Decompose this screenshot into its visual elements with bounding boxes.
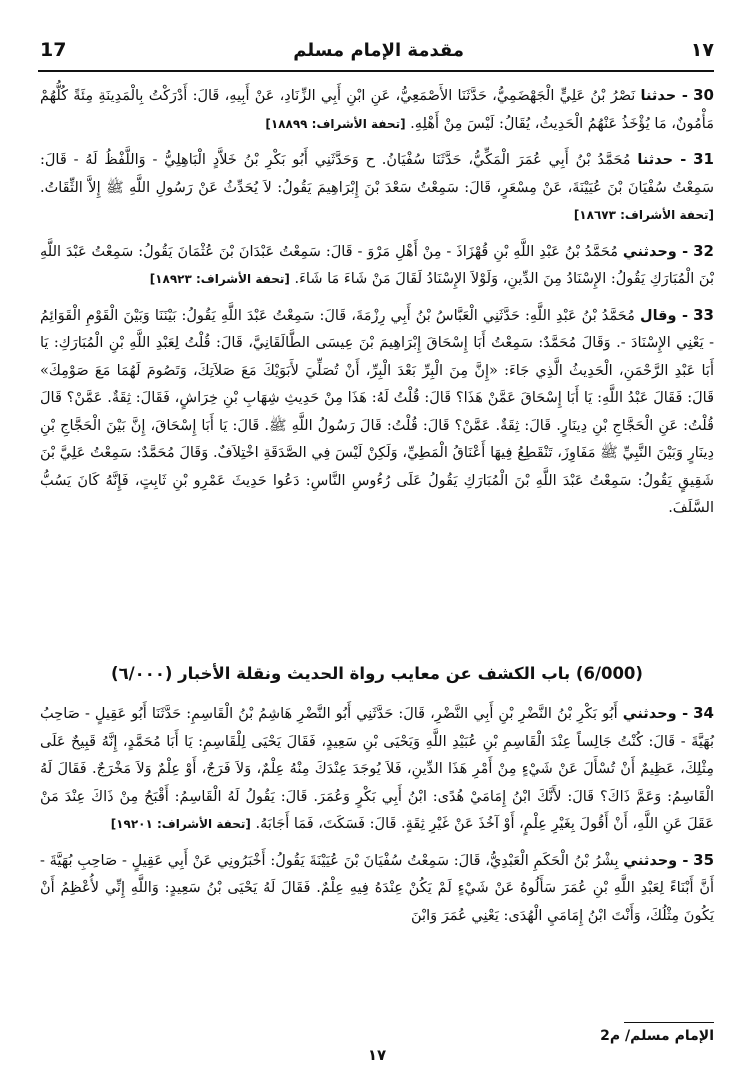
- hadith-text: أَبُو بَكْرِ بْنُ النَّضْرِ بْنِ أَبِي النَّضْرِ، قَالَ: حَدَّثَنِي أَبُو النَّضْرِ هَاشِمُ بْنُ الْقَاسِمِ: حَدَّثَنَا أَبُو عَقِيلٍ - صَاحِبُ بُهَيَّةَ - قَالَ: كُنْتُ جَالِساً عِنْدَ الْقَاسِمِ بْنِ عُبَيْدِ اللَّهِ وَيَحْيَى بْنِ سَعِيدٍ، فَقَالَ يَحْيَى لِلْقَاسِمِ: يَا أَبَا مُحَمَّدٍ، إِنَّهُ قَبِيحٌ عَلَى مِثْلِكَ، عَظِيمٌ أَنْ تُسْأَلَ عَنْ شَيْءٍ مِنْ أَمْرِ هَذَا الدِّينِ، فَلاَ يُوجَدَ عِنْدَكَ مِنْهُ عِلْمٌ، وَلاَ فَرَجٌ، أَوْ عِلْمٌ وَلاَ مَخْرَجٌ. فَقَالَ لَهُ الْقَاسِمُ: وَعَمَّ ذَاكَ؟ قَالَ: لأَنَّكَ ابْنُ إِمَامَيْ هُدًى: ابْنُ أَبِي بَكْرٍ وَعُمَرَ. قَالَ: يَقُولُ لَهُ الْقَاسِمُ: أَقْبَحُ مِنْ ذَاكَ عِنْدَ مَنْ عَقَلَ عَنِ اللَّهِ، أَنْ أَقُولَ بِغَيْرِ عِلْمٍ، أَوْ آخُذَ عَنْ غَيْرِ ثِقَةٍ. قَالَ: فَسَكَتَ، فَمَا أَجَابَهُ.: [40, 706, 714, 832]
- hadith-lead: وحدثني: [622, 243, 677, 260]
- hadith-lead: وحدثني: [623, 852, 678, 869]
- footer-rule: [624, 1022, 714, 1023]
- hadith-text: مُحَمَّدُ بْنُ عَبْدِ اللَّهِ بْنِ قُهْزَاذَ - مِنْ أَهْلِ مَرْوَ - قَالَ: سَمِعْتُ عَبْدَانَ بْنَ عُثْمَانَ يَقُولُ: سَمِعْتُ عَبْدَ اللَّهِ بْنَ الْمُبَارَكِ يَقُولُ: الإِسْنَادُ مِنَ الدِّينِ، وَلَوْلاَ الإِسْنَادُ لَقَالَ مَنْ شَاءَ مَا شَاءَ.: [40, 243, 714, 287]
- page-number-latin: 17: [40, 39, 67, 61]
- signature-mark: الإمام مسلم/ م2: [600, 1028, 714, 1044]
- tuhfat-reference: [تحفة الأشراف: ١٨٩٢٣]: [149, 272, 290, 286]
- page-number-arabic: ١٧: [690, 39, 714, 61]
- hadith-number: 30: [693, 86, 714, 104]
- hadith-number: 33: [693, 305, 714, 324]
- hadith-32: 32 - وحدثني مُحَمَّدُ بْنُ عَبْدِ اللَّهِ بْنِ قُهْزَاذَ - مِنْ أَهْلِ مَرْوَ - قَالَ: سَمِعْتُ عَبْدَانَ بْنَ عُثْمَانَ يَقُولُ: سَمِعْتُ عَبْدَ اللَّهِ بْنَ الْمُبَارَكِ يَقُولُ: الإِسْنَادُ مِنَ الدِّينِ، وَلَوْلاَ الإِسْنَادُ لَقَالَ مَنْ شَاءَ مَا شَاءَ. [تحفة الأشراف: ١٨٩٢٣]: [40, 241, 714, 287]
- running-title: مقدمة الإمام مسلم: [293, 39, 464, 61]
- tuhfat-reference: [تحفة الأشراف: ١٩٢٠١]: [110, 817, 251, 831]
- hadith-lead: حدثنا: [637, 152, 674, 168]
- hadith-text: مُحَمَّدُ بْنُ أَبِي عُمَرَ الْمَكِّيُّ، حَدَّثَنَا سُفْيَانُ. ح وَحَدَّثَنِي أَبُو بَكْرِ بْنُ خَلاَّدٍ الْبَاهِلِيُّ - وَاللَّفْظُ لَهُ - قَالَ: سَمِعْتُ سُفْيَانَ بْنَ عُيَيْنَةَ، عَنْ مِسْعَرٍ، قَالَ: سَمِعْتُ سَعْدَ بْنَ إِبْرَاهِيمَ يَقُولُ: لاَ يُحَدِّثُ عَنْ رَسُولِ اللَّهِ ﷺ إِلاَّ الثِّقَاتُ.: [40, 152, 714, 196]
- chapter-heading: (6/000) باب الكشف عن معايب رواة الحديث ونقلة الأخبار (٦/٠٠٠): [111, 664, 643, 683]
- hadith-section-top: [40, 82, 714, 523]
- hadith-lead: وحدثني: [622, 706, 677, 722]
- hadith-34: 34 - وحدثني أَبُو بَكْرِ بْنُ النَّضْرِ بْنِ أَبِي النَّضْرِ، قَالَ: حَدَّثَنِي أَبُو النَّضْرِ هَاشِمُ بْنُ الْقَاسِمِ: حَدَّثَنَا أَبُو عَقِيلٍ - صَاحِبُ بُهَيَّةَ - قَالَ: كُنْتُ جَالِساً عِنْدَ الْقَاسِمِ بْنِ عُبَيْدِ اللَّهِ وَيَحْيَى بْنِ سَعِيدٍ، فَقَالَ يَحْيَى لِلْقَاسِمِ: يَا أَبَا مُحَمَّدٍ، إِنَّهُ قَبِيحٌ عَلَى مِثْلِكَ، عَظِيمٌ أَنْ تُسْأَلَ عَنْ شَيْءٍ مِنْ أَمْرِ هَذَا الدِّينِ، فَلاَ يُوجَدَ عِنْدَكَ مِنْهُ عِلْمٌ، وَلاَ فَرَجٌ، أَوْ عِلْمٌ وَلاَ مَخْرَجٌ. فَقَالَ لَهُ الْقَاسِمُ: وَعَمَّ ذَاكَ؟ قَالَ: لأَنَّكَ ابْنُ إِمَامَيْ هُدًى: ابْنُ أَبِي بَكْرٍ وَعُمَرَ. قَالَ: يَقُولُ لَهُ الْقَاسِمُ: أَقْبَحُ مِنْ ذَاكَ عِنْدَ مَنْ عَقَلَ عَنِ اللَّهِ، أَنْ أَقُولَ بِغَيْرِ عِلْمٍ، أَوْ آخُذَ عَنْ غَيْرِ ثِقَةٍ. قَالَ: فَسَكَتَ، فَمَا أَجَابَهُ. [تحفة الأشراف: ١٩٢٠١]: [40, 704, 714, 832]
- header-rule: [38, 70, 714, 72]
- tuhfat-reference: [تحفة الأشراف: ١٨٨٩٩]: [265, 116, 406, 131]
- hadith-number: 34: [693, 704, 714, 722]
- page-header: [40, 30, 714, 70]
- hadith-lead: حدثنا: [640, 88, 677, 104]
- hadith-text: نَصْرُ بْنُ عَلِيٍّ الْجَهْضَمِيُّ، حَدَّثَنَا الأَصْمَعِيُّ، عَنِ ابْنِ أَبِي الزِّنَادِ، عَنْ أَبِيهِ، قَالَ: أَدْرَكْتُ بِالْمَدِينَةِ مِئَةً كُلُّهُمْ مَأْمُونٌ، مَا يُؤْخَذُ عَنْهُمُ الْحَدِيثُ، يُقَالُ: لَيْسَ مِنْ أَهْلِهِ.: [40, 88, 714, 132]
- hadith-35: 35 - وحدثني بِشْرُ بْنُ الْحَكَمِ الْعَبْدِيُّ، قَالَ: سَمِعْتُ سُفْيَانَ بْنَ عُيَيْنَةَ يَقُولُ: أَخْبَرُونِي عَنْ أَبِي عَقِيلٍ - صَاحِبِ بُهَيَّةَ - أَنَّ أَبْنَاءً لِعَبْدِ اللَّهِ بْنِ عُمَرَ سَأَلُوهُ عَنْ شَيْءٍ لَمْ يَكُنْ عِنْدَهُ فِيهِ عِلْمٌ. فَقَالَ لَهُ يَحْيَى بْنُ سَعِيدٍ: وَاللَّهِ إِنِّي لأُعْظِمُ أَنْ يَكُونَ مِثْلُكَ، وَأَنْتَ ابْنُ إِمَامَيِ الْهُدَى: يَعْنِي عُمَرَ وَابْنَ: [40, 850, 715, 924]
- hadith-number: 35: [693, 850, 715, 869]
- hadith-text: مُحَمَّدُ بْنُ عَبْدِ اللَّهِ: حَدَّثَنِي الْعَبَّاسُ بْنُ أَبِي رِزْمَةَ، قَالَ: سَمِعْتُ عَبْدَ اللَّهِ يَقُولُ: بَيْنَنَا وَبَيْنَ الْقَوْمِ الْقَوَائِمُ - يَعْنِي الإِسْنَادَ -. وَقَالَ مُحَمَّدٌ: سَمِعْتُ أَبَا إِسْحَاقَ إِبْرَاهِيمَ بْنَ عِيسَى الطَّالَقَانِيَّ، قَالَ: قُلْتُ لِعَبْدِ اللَّهِ بْنِ الْمُبَارَكِ: يَا أَبَا عَبْدِ الرَّحْمَنِ، الْحَدِيثُ الَّذِي جَاءَ: «إِنَّ مِنَ الْبِرِّ بَعْدَ الْبِرِّ، أَنْ تُصَلِّيَ لأَبَوَيْكَ مَعَ صَلاَتِكَ، وَتَصُومَ لَهُمَا مَعَ صَوْمِكَ» قَالَ: فَقَالَ عَبْدُ اللَّهِ: يَا أَبَا إِسْحَاقَ عَمَّنْ هَذَا؟ قَالَ: قُلْتُ لَهُ: هَذَا مِنْ حَدِيثِ شِهَابِ بْنِ خِرَاشٍ، فَقَالَ: ثِقَةٌ. عَمَّنْ؟ قَالَ قُلْتُ: عَنِ الْحَجَّاجِ بْنِ دِينَارٍ. قَالَ: ثِقَةٌ. عَمَّنْ؟ قَالَ: قُلْتُ: قَالَ رَسُولُ اللَّهِ ﷺ. قَالَ: يَا أَبَا إِسْحَاقَ، إِنَّ بَيْنَ الْحَجَّاجِ بْنِ دِينَارٍ وَبَيْنَ النَّبِيِّ ﷺ مَفَاوِزَ، تَنْقَطِعُ فِيهَا أَعْنَاقُ الْمَطِيِّ، وَلَكِنْ لَيْسَ فِي الصَّدَقَةِ اخْتِلاَفٌ. وَقَالَ مُحَمَّدٌ: سَمِعْتُ عَلِيَّ بْنَ شَقِيقٍ يَقُولُ: سَمِعْتُ عَبْدَ اللَّهِ بْنَ الْمُبَارَكِ يَقُولُ عَلَى رُءُوسِ النَّاسِ: دَعُوا حَدِيثَ عَمْرِو بْنِ ثَابِتٍ، فَإِنَّهُ كَانَ يَسُبُّ السَّلَفَ.: [40, 307, 714, 516]
- tuhfat-reference: [تحفة الأشراف: ١٨٦٧٣]: [573, 208, 714, 222]
- footer-page-number: ١٧: [367, 1046, 387, 1064]
- hadith-section-bottom: [40, 700, 714, 930]
- hadith-number: 31: [693, 150, 714, 168]
- hadith-number: 32: [693, 241, 714, 260]
- hadith-33: 33 - وقال مُحَمَّدُ بْنُ عَبْدِ اللَّهِ: حَدَّثَنِي الْعَبَّاسُ بْنُ أَبِي رِزْمَةَ، قَالَ: سَمِعْتُ عَبْدَ اللَّهِ يَقُولُ: بَيْنَنَا وَبَيْنَ الْقَوْمِ الْقَوَائِمُ - يَعْنِي الإِسْنَادَ -. وَقَالَ مُحَمَّدٌ: سَمِعْتُ أَبَا إِسْحَاقَ إِبْرَاهِيمَ بْنَ عِيسَى الطَّالَقَانِيَّ، قَالَ: قُلْتُ لِعَبْدِ اللَّهِ بْنِ الْمُبَارَكِ: يَا أَبَا عَبْدِ الرَّحْمَنِ، الْحَدِيثُ الَّذِي جَاءَ: «إِنَّ مِنَ الْبِرِّ بَعْدَ الْبِرِّ، أَنْ تُصَلِّيَ لأَبَوَيْكَ مَعَ صَلاَتِكَ، وَتَصُومَ لَهُمَا مَعَ صَوْمِكَ» قَالَ: فَقَالَ عَبْدُ اللَّهِ: يَا أَبَا إِسْحَاقَ عَمَّنْ هَذَا؟ قَالَ: قُلْتُ لَهُ: هَذَا مِنْ حَدِيثِ شِهَابِ بْنِ خِرَاشٍ، فَقَالَ: ثِقَةٌ. عَمَّنْ؟ قَالَ قُلْتُ: عَنِ الْحَجَّاجِ بْنِ دِينَارٍ. قَالَ: ثِقَةٌ. عَمَّنْ؟ قَالَ: قُلْتُ: قَالَ رَسُولُ اللَّهِ ﷺ. قَالَ: يَا أَبَا إِسْحَاقَ، إِنَّ بَيْنَ الْحَجَّاجِ بْنِ دِينَارٍ وَبَيْنَ النَّبِيِّ ﷺ مَفَاوِزَ، تَنْقَطِعُ فِيهَا أَعْنَاقُ الْمَطِيِّ، وَلَكِنْ لَيْسَ فِي الصَّدَقَةِ اخْتِلاَفٌ. وَقَالَ مُحَمَّدٌ: سَمِعْتُ عَلِيَّ بْنَ شَقِيقٍ يَقُولُ: سَمِعْتُ عَبْدَ اللَّهِ بْنَ الْمُبَارَكِ يَقُولُ عَلَى رُءُوسِ النَّاسِ: دَعُوا حَدِيثَ عَمْرِو بْنِ ثَابِتٍ، فَإِنَّهُ كَانَ يَسُبُّ السَّلَفَ.: [40, 305, 714, 516]
- hadith-30: 30 - حدثنا نَصْرُ بْنُ عَلِيٍّ الْجَهْضَمِيُّ، حَدَّثَنَا الأَصْمَعِيُّ، عَنِ ابْنِ أَبِي الزِّنَادِ، عَنْ أَبِيهِ، قَالَ: أَدْرَكْتُ بِالْمَدِينَةِ مِئَةً كُلُّهُمْ مَأْمُونٌ، مَا يُؤْخَذُ عَنْهُمُ الْحَدِيثُ، يُقَالُ: لَيْسَ مِنْ أَهْلِهِ. [تحفة الأشراف: ١٨٨٩٩]: [40, 86, 714, 132]
- hadith-31: 31 - حدثنا مُحَمَّدُ بْنُ أَبِي عُمَرَ الْمَكِّيُّ، حَدَّثَنَا سُفْيَانُ. ح وَحَدَّثَنِي أَبُو بَكْرِ بْنُ خَلاَّدٍ الْبَاهِلِيُّ - وَاللَّفْظُ لَهُ - قَالَ: سَمِعْتُ سُفْيَانَ بْنَ عُيَيْنَةَ، عَنْ مِسْعَرٍ، قَالَ: سَمِعْتُ سَعْدَ بْنَ إِبْرَاهِيمَ يَقُولُ: لاَ يُحَدِّثُ عَنْ رَسُولِ اللَّهِ ﷺ إِلاَّ الثِّقَاتُ. [تحفة الأشراف: ١٨٦٧٣]: [40, 150, 714, 222]
- hadith-text: بِشْرُ بْنُ الْحَكَمِ الْعَبْدِيُّ، قَالَ: سَمِعْتُ سُفْيَانَ بْنَ عُيَيْنَةَ يَقُولُ: أَخْبَرُونِي عَنْ أَبِي عَقِيلٍ - صَاحِبِ بُهَيَّةَ - أَنَّ أَبْنَاءً لِعَبْدِ اللَّهِ بْنِ عُمَرَ سَأَلُوهُ عَنْ شَيْءٍ لَمْ يَكُنْ عِنْدَهُ فِيهِ عِلْمٌ. فَقَالَ لَهُ يَحْيَى بْنُ سَعِيدٍ: وَاللَّهِ إِنِّي لأُعْظِمُ أَنْ يَكُونَ مِثْلُكَ، وَأَنْتَ ابْنُ إِمَامَيِ الْهُدَى: يَعْنِي عُمَرَ وَابْنَ: [40, 852, 714, 924]
- hadith-lead: وقال: [640, 307, 677, 324]
